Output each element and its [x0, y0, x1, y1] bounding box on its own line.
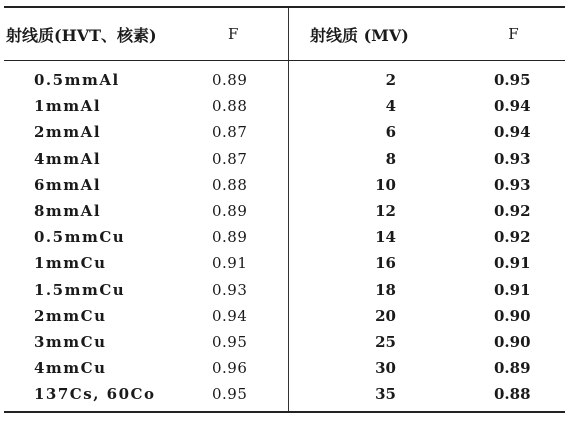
cell-f-left: 0.95: [212, 385, 248, 404]
cell-mv-value: 12: [375, 202, 396, 221]
table-header-row: [4, 8, 565, 61]
cell-f-left: 0.94: [212, 306, 248, 325]
cell-f-left: 0.91: [212, 254, 248, 273]
cell-mv: [288, 281, 458, 299]
cell-mv-value: 25: [375, 332, 396, 351]
cell-f-right: 0.94: [494, 97, 531, 116]
table-row: [4, 198, 565, 224]
cell-radiation-quality: 1mmCu: [34, 254, 107, 273]
header-f-right: F: [508, 25, 519, 43]
cell-f-left: 0.96: [212, 359, 248, 378]
cell-mv: [288, 202, 458, 220]
cell-mv-value: 16: [375, 254, 396, 273]
cell-mv: [288, 176, 458, 194]
cell-radiation-quality: 1mmAl: [34, 97, 102, 116]
cell-mv-value: 20: [375, 306, 396, 325]
cell-mv: [288, 333, 458, 351]
cell-radiation-quality: 4mmCu: [34, 359, 107, 378]
cell-mv: [288, 97, 458, 115]
table-row: [4, 146, 565, 172]
cell-f-left: 0.88: [212, 97, 248, 116]
cell-mv-value: 30: [375, 359, 396, 378]
cell-f-right: 0.90: [494, 306, 531, 325]
table-row: [4, 277, 565, 303]
cell-f-right: 0.93: [494, 175, 531, 194]
table-body: [4, 61, 565, 411]
cell-radiation-quality: 137Cs, 60Co: [34, 385, 156, 404]
cell-mv: [288, 228, 458, 246]
cell-f-right: 0.92: [494, 228, 531, 247]
cell-f-left: 0.89: [212, 228, 248, 247]
cell-mv: [288, 254, 458, 272]
table-row: [4, 355, 565, 381]
cell-mv-value: 4: [385, 97, 396, 116]
table-row: [4, 224, 565, 250]
table-row: [4, 119, 565, 145]
cell-f-right: 0.91: [494, 280, 531, 299]
cell-radiation-quality: 3mmCu: [34, 332, 107, 351]
cell-mv-value: 18: [375, 280, 396, 299]
table-row: [4, 172, 565, 198]
cell-mv-value: 35: [375, 385, 396, 404]
cell-f-left: 0.95: [212, 332, 248, 351]
cell-radiation-quality: 0.5mmAl: [34, 71, 120, 90]
header-radiation-quality-hvt: 射线质(HVT、核素): [6, 25, 157, 45]
cell-f-right: 0.88: [494, 385, 531, 404]
cell-f-left: 0.87: [212, 149, 248, 168]
cell-f-left: 0.89: [212, 202, 248, 221]
cell-radiation-quality: 2mmCu: [34, 306, 107, 325]
cell-f-left: 0.87: [212, 123, 248, 142]
cell-mv: [288, 307, 458, 325]
table-row: [4, 67, 565, 93]
cell-mv: [288, 359, 458, 377]
table-row: [4, 329, 565, 355]
cell-mv-value: 14: [375, 228, 396, 247]
cell-radiation-quality: 0.5mmCu: [34, 228, 126, 247]
cell-f-right: 0.90: [494, 332, 531, 351]
conversion-factor-table: [4, 6, 565, 413]
cell-mv: [288, 385, 458, 403]
cell-mv: [288, 123, 458, 141]
table-row: [4, 250, 565, 276]
cell-f-right: 0.93: [494, 149, 531, 168]
cell-f-right: 0.89: [494, 359, 531, 378]
cell-f-left: 0.89: [212, 71, 248, 90]
cell-f-left: 0.93: [212, 280, 248, 299]
cell-mv-value: 8: [385, 149, 396, 168]
cell-mv-value: 6: [385, 123, 396, 142]
table-row: [4, 93, 565, 119]
cell-f-right: 0.95: [494, 71, 531, 90]
header-radiation-quality-mv: 射线质 (MV): [310, 25, 409, 45]
cell-radiation-quality: 6mmAl: [34, 175, 102, 194]
table-row: [4, 303, 565, 329]
cell-f-right: 0.92: [494, 202, 531, 221]
header-f-left: F: [228, 25, 239, 43]
cell-mv-value: 2: [385, 71, 396, 90]
cell-radiation-quality: 4mmAl: [34, 149, 102, 168]
cell-radiation-quality: 2mmAl: [34, 123, 102, 142]
cell-mv: [288, 71, 458, 89]
cell-radiation-quality: 1.5mmCu: [34, 280, 126, 299]
cell-f-right: 0.91: [494, 254, 531, 273]
cell-mv: [288, 150, 458, 168]
cell-mv-value: 10: [375, 175, 396, 194]
cell-f-right: 0.94: [494, 123, 531, 142]
cell-f-left: 0.88: [212, 175, 248, 194]
table-row: [4, 381, 565, 407]
cell-radiation-quality: 8mmAl: [34, 202, 102, 221]
